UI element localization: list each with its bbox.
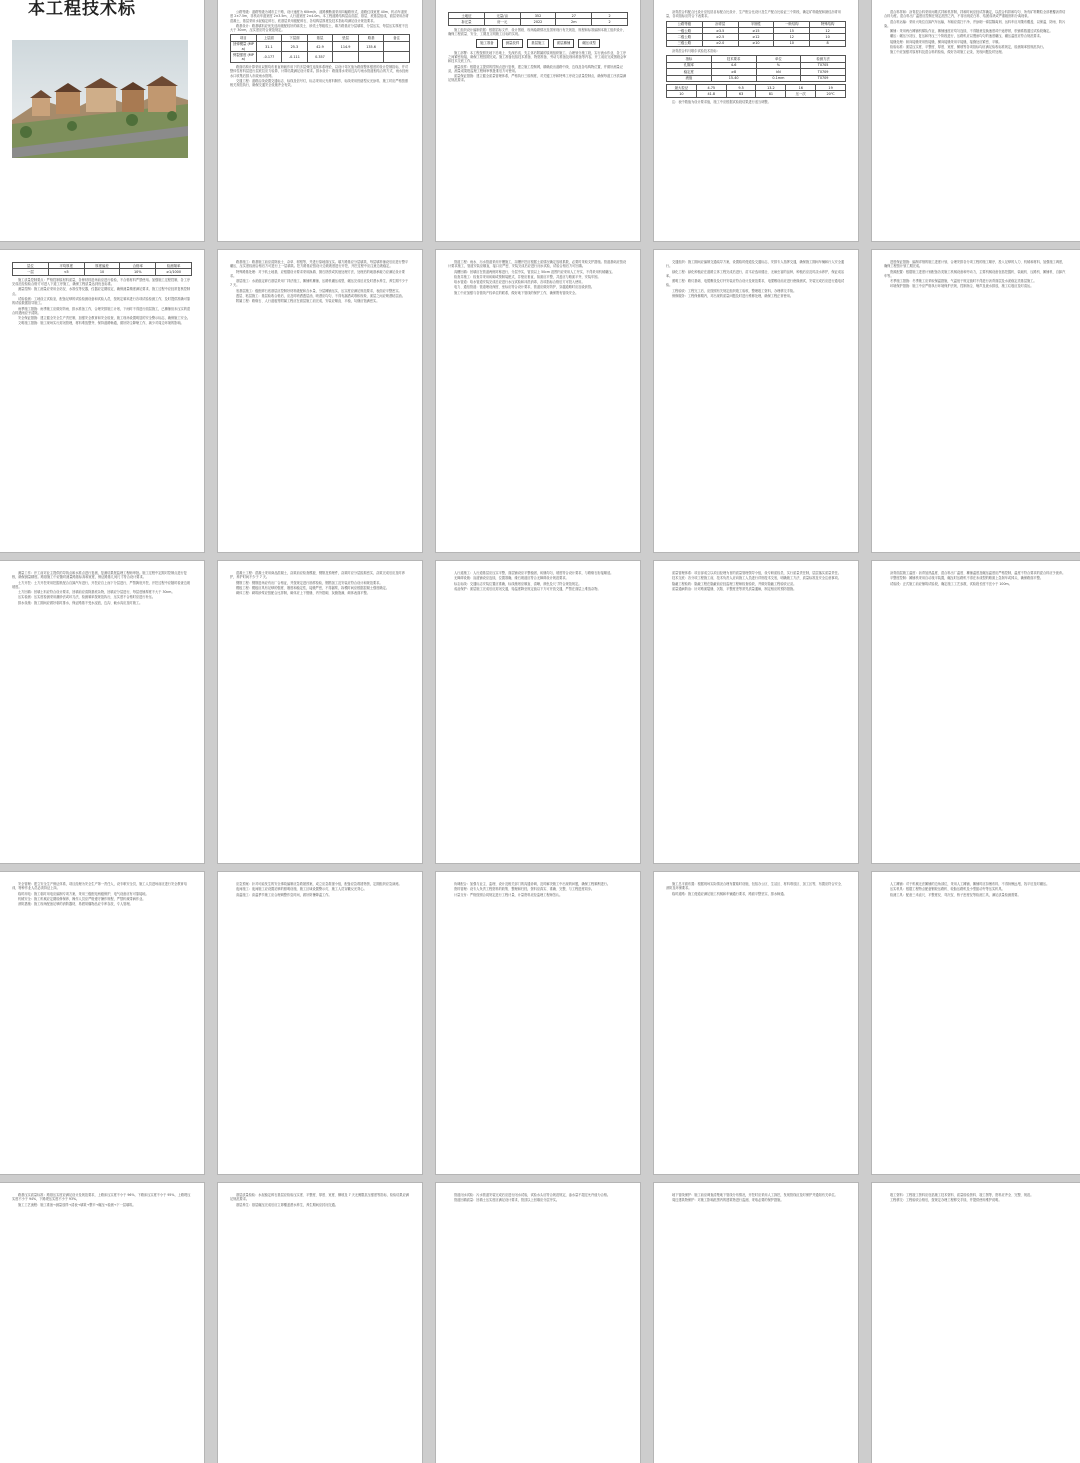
document-page-18: 协调配合：加强与业主、监理、设计及相关部门的沟通协调，及时解决施工中出现的问题，确保工程顺利进行。 资料管理：设专人负责工程资料的收集、整理和归档，资料应真实、准确、完整，与工程进度同步。 计量支付：严格按照合同规定进行工程计量，计量资料应经监理工程师签认。 — [436, 872, 640, 1174]
document-page-13: 人行道施工：人行道基层应压实平整，面层铺设应平整稳固，砖缝均匀，坡度符合设计要求，与路缘石衔接顺适。 无障碍设施：盲道铺设应连续，位置准确，缘石坡道应符合无障碍设计规范要求。 标志标线：交通标志安装位置应准确，标线施划应顺直、清晰，颜色及尺寸符合规范规定。 成品保护：面层施工完成后应封闭交通，待温度降至规定值以下方可开放交通，严禁在面层上堆放杂物。 — [436, 561, 640, 863]
cover-title: 本工程技术标 — [28, 0, 136, 19]
document-page-9: 交通组织：施工期间应编制交通疏导方案，设置临时便道及交通标志，安排专人指挥交通，确保施工期间车辆和行人安全通行。 绿化工程：绿化种植应在道路主体工程完成后进行，苗木应选用健壮、无病虫害的品种，种植后应及时浇水养护，保证成活率。 照明工程：路灯基础、电缆敷设及灯杆安装应符合设计及规范要求，电缆敷设前应进行绝缘测试，安装完成后应进行通电试验。 工程验收：工程完工后，应按照有关规定组织竣工验收，整理竣工资料，办理移交手续。 保修服务：工程保修期内，对出现的质量问题及时进行维修处理，确保工程正常使用。 — [654, 250, 858, 552]
document-page-10: 进度保证措施：编制详细的施工进度计划，合理安排各分项工程的施工顺序，投入足够的人力、机械和材料，加强施工调度，确保工程按计划工期完成。 资源配置：根据施工进度计划配备各类施工机械设备和劳动力，主要机械设备包括挖掘机、装载机、压路机、摊铺机、自卸汽车等。 冬季施工措施：冬季施工应采取保温措施，气温低于规定值时不得进行沥青面层及水泥稳定类基层施工。 环境保护措施：施工中应严格执行环境保护法规，控制扬尘、噪声及废水排放，施工垃圾应及时清运。 — [872, 250, 1080, 552]
gradation-table: 最大粒径 4.75 9.5 13.2 16 19 10 41.8 63 81 压一次 20℃ — [666, 84, 846, 98]
document-page-19: 施工总平面布置：根据现场实际情况合理布置临时设施，包括办公区、生活区、材料堆放区、加工区等，布置应符合安全、消防及环保要求。 临时道路：施工便道应满足施工机械和车辆通行要求，路面平整坚实，排水畅通。 — [654, 872, 858, 1174]
construction-flow-diagram — [448, 39, 628, 47]
layer-thickness-table: 公路等级 沥青层 半刚性 一般结构 特殊结构 一级公路 ≥3.5 ≥15 15 12 二级公路 ≥2.5 ≥12 12 10 三级公路 ≥2.0 ≥10 10 8 — [666, 21, 846, 48]
document-page-8: 管道工程：雨水、污水管道采用开槽施工，沟槽开挖应根据土质情况确定放坡系数，必要时采取支护措施。管道基础应按设计要求施工，管道安装应顺直，接口应严密，安装完成后应进行闭水试验，试验合格后方可回填。 沟槽回填：回填应在管道两侧对称进行，分层夯实，管顶以上 50cm 范围内应采用人工夯实，不得采用机械碾压。 检查井施工：检查井采用砖砌或预制装配式，井壁应垂直，抹面应平整，井盖应与路面平齐，安装牢固。 给水管道：给水管道安装完成后应进行水压试验和冲洗消毒，各项指标合格后方可投入使用。 电力、通信管道：管道埋设深度、坐标应符合设计要求，管道应做好防护，穿越道路时应加设套管。 施工中应加强与各管线产权单位的联系，做好地下管线的保护工作，确保既有管线安全。 — [436, 250, 640, 552]
pavement-parameter-table: 项目 上层面 下层面 基层 垫层 路基 备注 回弹模量 (MPa) 31.1 25.3 42.9 114.9 135.6 劈裂强度 (MPa) -0.177 -0.111 0.357 — [230, 34, 410, 63]
document-page-25: 竣工资料：工程竣工资料应包括施工技术资料、质量检验资料、竣工图等，资料应齐全、完整、规范。 工程移交：工程验收合格后，按规定办理工程移交手续，并提供使用维护说明。 — [872, 1183, 1080, 1463]
document-page-1 — [0, 0, 204, 241]
document-page-7: 路基施工：路基施工前应清除表土、杂草、树根等，并进行原地面压实。填方路基应分层填筑，每层填料铺设后应进行整平碾压，压实度检测合格后方可进行上一层填筑。挖方路基应按设计边坡坡度进行开挖，开挖过程中应注意边坡稳定。 特殊路基处理：对于软土地基，应根据设计要求采用换填、抛石挤淤或其他处理方法，处理后的地基承载力应满足设计要求。 基层施工：水泥稳定碎石基层采用厂拌法施工，摊铺机摊铺，压路机碾压成型，碾压完成后应及时洒水养生，养生期不少于 7 天。 底基层施工：级配碎石底基层应控制好材料级配和含水量，分层摊铺压实，压实度应满足规范要求，表面应平整密实。 透层、粘层施工：基层验收合格后，应及时喷洒透层油，喷洒应均匀，不得有漏洒或堆积现象，面层之间应喷洒粘层油。 附属工程：路缘石、人行道板等附属工程应在面层施工前完成，安装应顺直、平稳，勾缝应饱满密实。 — [218, 250, 422, 552]
flow-step: 基层施工 — [527, 39, 549, 47]
flow-step: 施工准备 — [476, 39, 498, 47]
document-page-6: 层位 平均厚度 厚度偏差 合格率 检测频率 一层 <5 10 10% ≥1/1000 施工质量控制要点：严格控制原材料质量，各种材料进场前应进行检验，不合格材料严禁使用。加强施工过程控制，各工序完成后经检验合格方可进入下道工序施工，确保工程质量达到优良标准。 测量控制：施工测量应采用全站仪、水准仪等仪器，仪器应定期检定，确保测量精度满足要求，施工过程中应经常复核控制点。 试验检测：工地设立试验室，配备足够的试验检测设备和试验人员，按规定频率进行各项试验检测工作，及时提供准确可靠的试验数据指导施工。 雨季施工措施：雨季施工应做好防雨、排水准备工作，合理安排施工计划，下雨时不得进行面层施工，已摊铺但未压实的混合料遇雨应予清除。 安全保证措施：建立健全安全生产责任制，加强安全教育和安全检查，施工现场设置明显的安全警示标志，确保施工安全。 文明施工措施：施工现场实行封闭管理，材料堆放整齐，保持道路畅通，做好防尘降噪工作，减少对周边环境的影响。 — [0, 250, 204, 552]
document-page-17: 应急预案：针对可能发生的安全事故编制应急救援预案，成立应急救援小组，配备应急救援物资，定期组织应急演练。 夜间施工：夜间施工应设置足够的照明设施，施工区域设置警示灯，施工人员穿戴反光背心。 高温施工：高温季节施工应合理调整作息时间，做好防暑降温工作。 — [218, 872, 422, 1174]
document-page-5: 混合料拌和：沥青混合料采用间歇式拌和机拌制，拌和时间应经试拌确定，以混合料拌和均匀、所有矿料颗粒全部裹覆沥青结合料为度。混合料出厂温度应控制在规定范围之内，不得出现花白料、结团成块或严重粗细料分离现象。 混合料运输：采用大吨位自卸汽车运输，车厢应清扫干净，并涂刷一薄层隔离剂，运料车应用篷布覆盖，以保温、防雨、防污染。 摊铺：采用两台摊铺机梯队作业，摊铺速度应均匀连续，不得随意变换速度或中途停顿，松铺系数通过试验段确定。 碾压：碾压分初压、复压和终压三个阶段进行，压路机应以慢而均匀的速度碾压，碾压温度应符合规范要求。 接缝处理：纵向接缝采用热接缝，横向接缝采用平接缝，接缝处应紧密、平顺。 检验标准：面层压实度、平整度、厚度、宽度、横坡等各项指标均应满足验收标准规定，检测频率按规范执行。 施工中应加强对原材料及混合料的检验，做好各项施工记录，发现问题及时处理。 — [872, 0, 1080, 241]
document-page-12: 混凝土工程：混凝土采用商品混凝土，浇筑前应检查模板、钢筋及预埋件，浇筑时应分层振捣密实，浇筑完成后应及时养护，养护时间不少于 7 天。 钢筋工程：钢筋进场应有出厂合格证，并按规定进行抽样检验，钢筋加工及安装应符合设计和规范要求。 模板工程：模板应具有足够的强度、刚度和稳定性，接缝严密，不得漏浆，拆模时间应根据混凝土强度确定。 砌体工程：砌筑砂浆应按配合比拌制，砌体应上下错缝、内外搭砌，灰缝饱满，砌体表面平整。 — [218, 561, 422, 863]
land-acquisition-table: 土地征 无量/亩 352 27 2 拆迁量 房一元 2022 2m 2 — [448, 12, 628, 26]
flow-step: 碾压成型 — [578, 39, 600, 47]
document-page-23: 管道闭水试验：污水管道安装完成后应进行闭水试验，试验水头应符合规范规定，渗水量不超过允许值为合格。 管道回填质量：回填土压实度应满足设计要求，管顶以上回填应分层夯实。 — [436, 1183, 640, 1463]
flow-step: 测量放样 — [502, 39, 524, 47]
document-page-3: 土地征 无量/亩 352 27 2 拆迁量 房一元 2022 2m 2 施工组织设计编制依据：根据招标文件、设计图纸、现场踏勘情况及国家现行有关规范、规程和标准编制本施工组织设计，确保工程质量、安全、工期及文明施工目标的实现。 施工准备 测量放样 基层施工 面层摊铺 碾压成型 施工部署：本工程按照先地下后地上、先深后浅、先主体后附属的原则组织施工，合理划分施工段，实行流水作业，各工序之间紧密衔接，确保工程按期完成。施工准备包括技术准备、物资准备、劳动力准备及现场准备等内容，开工前应完成图纸会审和技术交底工作。 测量放样：根据业主提供的控制点进行复核，建立施工控制网，精确放出道路中线、边线及各结构物位置，并做好测量记录，测量成果报监理工程师审核批准后方可使用。 质量保证措施：建立健全质量管理体系，严格执行三检制度，对关键工序和特殊工序设立质量控制点，确保每道工序质量满足规范要求。 — [436, 0, 640, 241]
cover-rendering-image — [12, 40, 188, 158]
document-page-14: 质量管理体系：项目部成立以项目经理为首的质量管理领导小组，设专职质检员，实行质量责任制，层层落实质量责任。 技术交底：各分项工程施工前，技术负责人应向施工人员进行详细技术交底，明确施工方法、质量标准及安全注意事项。 隐蔽工程验收：隐蔽工程在隐蔽前应经监理工程师检查验收，并做好隐蔽工程验收记录。 质量通病防治：针对路面裂缝、沉陷、平整度差等常见质量通病，制定相应的预防措施。 — [654, 561, 858, 863]
flow-step: 面层摊铺 — [553, 39, 575, 47]
document-page-2: 公路等级：道路等级为城市主干路，设计速度为 60km/h，道路横断面采用四幅路形式，道路红线宽度 40m，机动车道宽度 2×7.5m，非机动车道宽度 2×3.5m，人行道宽度 2×4.0m。本工程道路结构层由面层、基层、底基层组成，面层采用沥青混凝土，基层采用水泥稳定碎石，底基层采用级配碎石，各结构层厚度及技术指标均满足设计规范要求。 路基设计：路基填料应优先选用级配较好的砾类土、砂类土等粗粒土，填方路基应分层填筑、分层压实，每层压实厚度不宜大于 30cm，压实度应符合规范规定。 项目 上层面 下层面 基层 垫层 路基 备注 回弹模量 (MPa) 31.1 25.3 42.9 114.9 135.6 劈裂强度 (MPa) -0.177 -0.111 0.357 路面结构计算采用双圆均布垂直荷载作用下的多层弹性连续体系理论，以设计弯沉值为路面整体强度的设计控制指标，并对整体性材料层进行层底拉应力验算，计算结果满足设计要求。排水设计：路面排水采用边沟与雨水管道相结合的方式，雨水经雨水口收集后排入市政雨水管网。 交通工程：道路沿线设置交通标志、标线及信号灯，标志采用反光材料制作，标线采用热熔型反光涂料，施工时应严格按照相关规范执行，确保交通安全设施齐全有效。 — [218, 0, 422, 241]
thickness-check-table: 层位 平均厚度 厚度偏差 合格率 检测频率 一层 <5 10 10% ≥1/1000 — [12, 262, 192, 276]
document-page-16: 安全管理：建立安全生产保证体系，项目经理为安全生产第一责任人，设专职安全员，施工人员进场前应进行安全教育培训，特种作业人员必须持证上岗。 临时用电：施工临时用电应编制专项方案，采用三级配电两级保护，电气设备应有可靠接地。 机械安全：施工机械应定期检修保养，操作人员应严格遵守操作规程，严禁机械带病作业。 消防措施：施工现场配备足够的消防器材，易燃易爆物品应专库存放，专人管理。 — [0, 872, 204, 1174]
document-page-20: 人工摊铺：对于机械无法摊铺的边角部位，采用人工摊铺，摊铺时应扣锹布料，不得扬锹远甩，找平后及时碾压。 压实机具：根据工程特点配备钢轮压路机、轮胎压路机及小型振动夯等压实机具。 检测工具：配备三米直尺、平整度仪、弯沉仪、核子密度仪等检测工具，满足质量检测需要。 — [872, 872, 1080, 1174]
document-page-11: 测量工作：开工前对业主提供的导线点和水准点进行复测，复测结果报监理工程师审批。施工过程中定期对控制点进行复核，确保测量精度。路基施工中应随时测量路基标高和宽度，保证路基几何尺寸符合设计要求。 土方开挖：土方开挖采用挖掘机配合自卸汽车进行，开挖应自上而下分层进行，严禁掏底开挖，开挖过程中应随时检查边坡坡度。 土方回填：回填土料应符合设计要求，回填前应清除基底杂物，回填应分层进行，每层虚铺厚度不大于 30cm。 压实检测：压实度检测采用灌砂法或环刀法，检测频率按规范执行，压实度不合格时应进行补压。 排水设施：施工期间应做好临时排水，保证路基不受水浸泡，边沟、截水沟应及时施工。 — [0, 561, 204, 863]
document-page-4: 沥青混合料配合比设计应包括目标配合比设计、生产配合比设计及生产配合比验证三个阶段，确定矿料级配和最佳沥青用量，各项指标应符合下表要求。 公路等级 沥青层 半刚性 一般结构 特殊结构 一级公路 ≥3.5 ≥15 15 12 二级公路 ≥2.5 ≥12 12 10 三级公路 ≥2.0 ≥10 10 8 沥青混合料马歇尔试验技术指标： 指标 技术要求 单位 检测方法 孔隙率 4-6 % T0705 稳定度 ≥8 kN T0709 流值 15-40 0.1mm T0709 最大粒径 4.75 9.5 13.2 16 19 10 41.8 63 81 压一次 20℃ 注：表中数值为设计要求值，施工中应根据试验段结果进行适当调整。 — [654, 0, 858, 241]
document-page-22: 基层质量检验：水泥稳定碎石基层应检验压实度、平整度、厚度、宽度、横坡及 7 天无侧限抗压强度等指标，检验结果应满足规范要求。 基层养生：基层碾压完成后应立即覆盖洒水养生，养生期间应封闭交通。 — [218, 1183, 422, 1463]
document-page-24: 地下管线保护：施工前应调查清楚地下管线分布情况，开挖时应采用人工探挖，发现管线应及时保护并通知有关单位。 周边建筑物保护：对施工影响范围内的建筑物进行监测，采取必要的保护措施。 — [654, 1183, 858, 1463]
marshall-spec-table: 指标 技术要求 单位 检测方法 孔隙率 4-6 % T0705 稳定度 ≥8 kN T0709 流值 15-40 0.1mm T0709 — [666, 55, 846, 82]
document-page-21: 路基压实质量标准：路基压实度应满足设计及规范要求，上路床压实度不小于 96%，下路床压实度不小于 95%，上路堤压实度不小于 94%，下路堤压实度不小于 93%。 施工工艺流程：施工准备→测量放样→清表→填筑→整平→碾压→检测→下一层填筑。 — [0, 1183, 204, 1463]
document-page-15: 沥青面层施工温度：沥青加热温度、混合料出厂温度、摊铺温度及碾压温度应严格控制，温度不符合要求的混合料应予废弃。 平整度控制：摊铺机采用自动找平装置，碾压时压路机不得在未成型的路面上急刹车或掉头，确保路面平整。 试验段：正式施工前应铺筑试验段，确定施工工艺参数，试验段长度不宜小于 100m。 — [872, 561, 1080, 863]
